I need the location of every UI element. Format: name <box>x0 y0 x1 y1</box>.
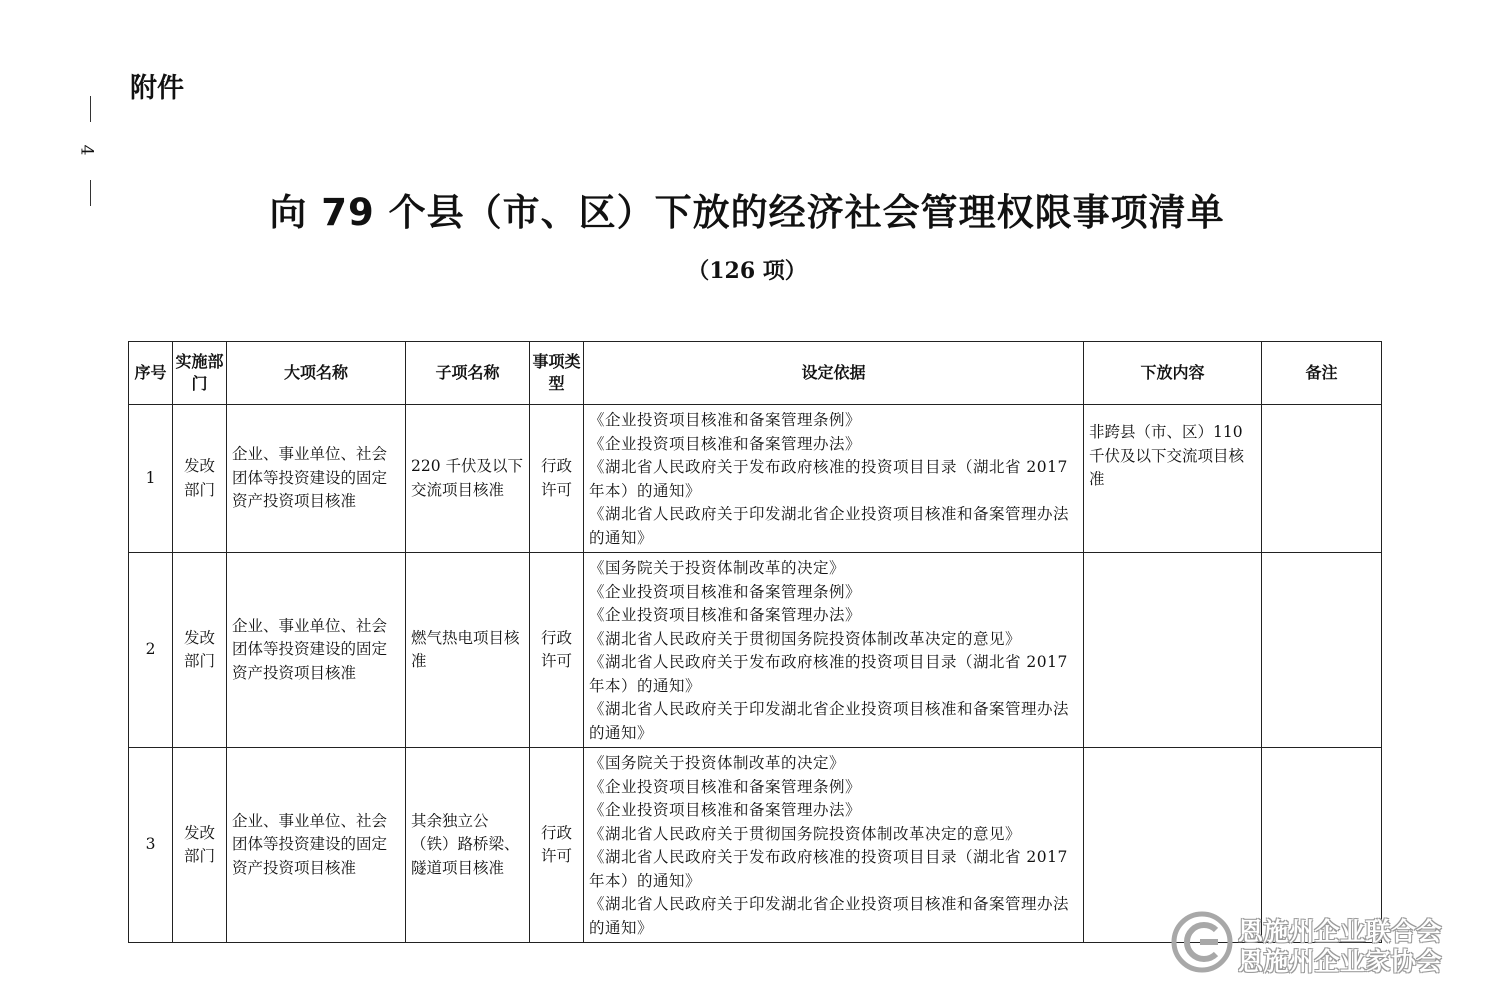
cell-type: 行政许可 <box>530 405 584 553</box>
watermark-line2: 恩施州企业家协会 <box>1238 947 1443 976</box>
cell-basis <box>584 405 1084 553</box>
page-number: 4 <box>76 144 97 156</box>
cell-item: 企业、事业单位、社会团体等投资建设的固定资产投资项目核准 <box>227 405 406 553</box>
items-table <box>128 341 1382 943</box>
basis-line: 《湖北省人民政府关于贯彻国务院投资体制改革决定的意见》 <box>589 629 1022 648</box>
table-header-row <box>129 342 1382 405</box>
watermark-line1: 恩施州企业联合会 <box>1238 917 1443 946</box>
basis-line: 《湖北省人民政府关于印发湖北省企业投资项目核准和备案管理办法的通知》 <box>589 895 1070 937</box>
table-row <box>129 405 1382 553</box>
header-subitem: 子项名称 <box>406 342 530 405</box>
cell-content <box>1084 553 1262 748</box>
basis-line: 《湖北省人民政府关于发布政府核准的投资项目目录（湖北省 2017 年本）的通知》 <box>589 653 1068 695</box>
table-row <box>129 553 1382 748</box>
header-dept: 实施部门 <box>173 342 227 405</box>
basis-line: 《企业投资项目核准和备案管理办法》 <box>589 606 862 624</box>
attachment-label: 附件 <box>130 73 184 104</box>
cell-subitem: 燃气热电项目核准 <box>406 553 530 748</box>
margin-rule-top <box>90 96 91 122</box>
header-type: 事项类型 <box>530 342 584 405</box>
header-basis: 设定依据 <box>584 342 1084 405</box>
organization-logo-icon <box>1170 910 1234 974</box>
basis-line: 《企业投资项目核准和备案管理条例》 <box>589 582 862 601</box>
basis-line: 《企业投资项目核准和备案管理办法》 <box>589 434 862 453</box>
cell-seq: 3 <box>129 748 173 943</box>
header-note: 备注 <box>1262 342 1382 405</box>
cell-dept: 发改部门 <box>173 748 227 943</box>
basis-line: 《湖北省人民政府关于发布政府核准的投资项目目录（湖北省 2017 年本）的通知》 <box>589 848 1068 890</box>
cell-basis <box>584 553 1084 748</box>
cell-item: 企业、事业单位、社会团体等投资建设的固定资产投资项目核准 <box>227 553 406 748</box>
cell-note <box>1262 553 1382 748</box>
basis-line: 《国务院关于投资体制改革的决定》 <box>589 559 846 577</box>
cell-type: 行政许可 <box>530 553 584 748</box>
cell-note <box>1262 405 1382 553</box>
basis-line: 《企业投资项目核准和备案管理条例》 <box>589 777 862 796</box>
header-content: 下放内容 <box>1084 342 1262 405</box>
cell-item: 企业、事业单位、社会团体等投资建设的固定资产投资项目核准 <box>227 748 406 943</box>
basis-line: 《湖北省人民政府关于印发湖北省企业投资项目核准和备案管理办法的通知》 <box>589 700 1070 742</box>
cell-content: 非跨县（市、区）110 千伏及以下交流项目核准 <box>1084 405 1262 553</box>
document-title: 向 79 个县（市、区）下放的经济社会管理权限事项清单 <box>269 191 1225 234</box>
cell-subitem: 其余独立公（铁）路桥梁、隧道项目核准 <box>406 748 530 943</box>
header-item: 大项名称 <box>227 342 406 405</box>
basis-line: 《企业投资项目核准和备案管理办法》 <box>589 801 862 819</box>
cell-seq: 1 <box>129 405 173 553</box>
basis-line: 《湖北省人民政府关于发布政府核准的投资项目目录（湖北省 2017 年本）的通知》 <box>589 458 1068 500</box>
basis-line: 《湖北省人民政府关于印发湖北省企业投资项目核准和备案管理办法的通知》 <box>589 505 1070 547</box>
basis-line: 《国务院关于投资体制改革的决定》 <box>589 754 846 772</box>
basis-line: 《湖北省人民政府关于贯彻国务院投资体制改革决定的意见》 <box>589 824 1022 843</box>
header-seq: 序号 <box>129 342 173 405</box>
cell-dept: 发改部门 <box>173 405 227 553</box>
cell-type: 行政许可 <box>530 748 584 943</box>
cell-basis <box>584 748 1084 943</box>
watermark <box>1170 908 1470 978</box>
cell-dept: 发改部门 <box>173 553 227 748</box>
basis-line: 《企业投资项目核准和备案管理条例》 <box>589 411 862 429</box>
cell-subitem: 220 千伏及以下交流项目核准 <box>406 405 530 553</box>
cell-seq: 2 <box>129 553 173 748</box>
document-subtitle: （126 项） <box>687 258 807 284</box>
